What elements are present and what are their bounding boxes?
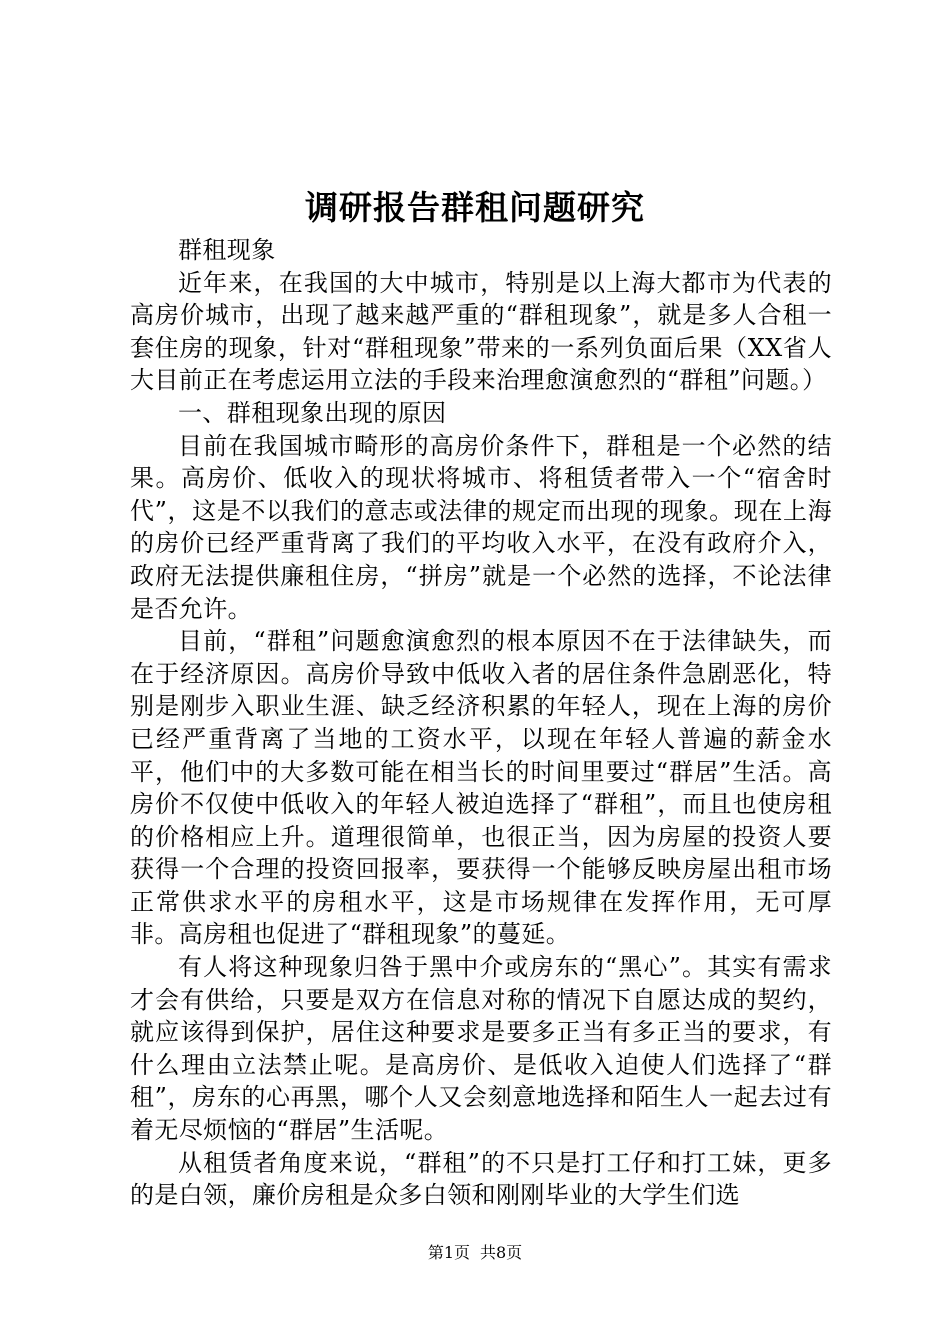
document-body	[130, 234, 832, 1212]
paragraph-causes-3: 有人将这种现象归咎于黑中介或房东的“黑心”。其实有需求才会有供给，只要是双方在信息对称的情况下自愿达成的契约，就应该得到保护，居住这种要求是要多正当有多正当的要求，有什么理由立法禁止呢。是高房价、是低收入迫使人们选择了“群租”，房东的心再黑，哪个人又会刻意地选择和陌生人一起去过有着无尽烦恼的“群居”生活呢。	[130, 953, 832, 1145]
paragraph-causes-2: 目前，“群租”问题愈演愈烈的根本原因不在于法律缺失，而在于经济原因。高房价导致中低收入者的居住条件急剧恶化，特别是刚步入职业生涯、缺乏经济积累的年轻人，现在上海的房价已经严重背离了当地的工资水平，以现在年轻人普遍的薪金水平，他们中的大多数可能在相当长的时间里要过“群居”生活。高房价不仅使中低收入的年轻人被迫选择了“群租”，而且也使房租的价格相应上升。道理很简单，也很正当，因为房屋的投资人要获得一个合理的投资回报率，要获得一个能够反映房屋出租市场正常供求水平的房租水平，这是市场规律在发挥作用，无可厚非。高房租也促进了“群租现象”的蔓延。	[130, 627, 832, 949]
paragraph-intro: 近年来，在我国的大中城市，特别是以上海大都市为代表的高房价城市，出现了越来越严重的“群租现象”，就是多人合租一套住房的现象，针对“群租现象”带来的一系列负面后果（XX省人大目前正在考虑运用立法的手段来治理愈演愈烈的“群租”问题。）	[130, 268, 832, 395]
page-footer	[0, 1242, 950, 1264]
paragraph-tenants: 从租赁者角度来说，“群租”的不只是打工仔和打工妹，更多的是白领，廉价房租是众多白领和刚刚毕业的大学生们选	[130, 1148, 832, 1210]
paragraph-causes-1: 目前在我国城市畸形的高房价条件下，群租是一个必然的结果。高房价、低收入的现状将城市、将租赁者带入一个“宿舍时代”，这是不以我们的意志或法律的规定而出现的现象。现在上海的房价已经严重背离了我们的平均收入水平，在没有政府介入，政府无法提供廉租住房，“拼房”就是一个必然的选择，不论法律是否允许。	[130, 431, 832, 623]
page-number: 第1页	[427, 1243, 470, 1262]
document-title: 调研报告群租问题研究	[305, 188, 645, 227]
paragraph-heading-phenomenon: 群租现象	[178, 236, 276, 264]
section-heading-causes: 一、群租现象出现的原因	[178, 398, 447, 427]
page-total: 共8页	[480, 1243, 523, 1262]
